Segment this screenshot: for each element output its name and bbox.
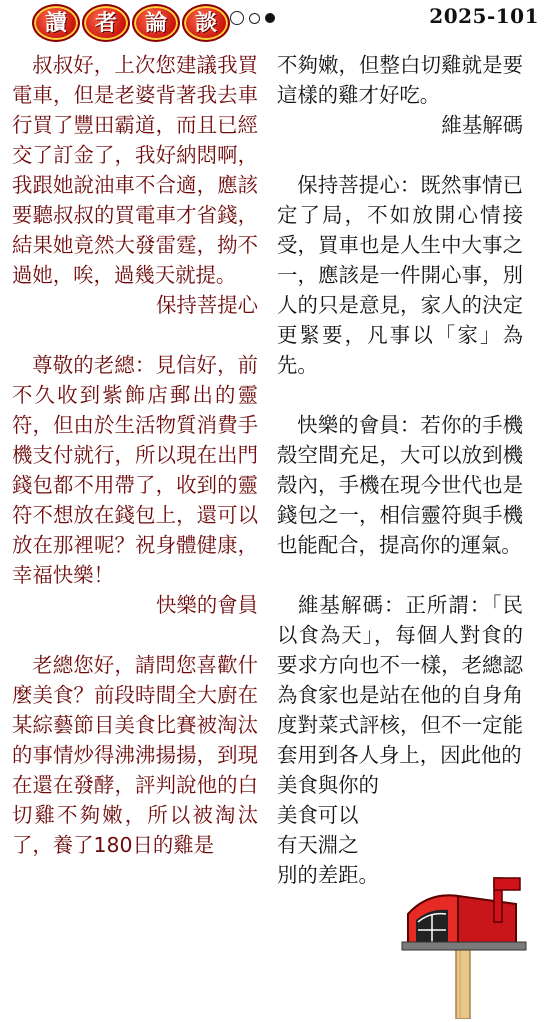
letter-signature: 快樂的會員 [156, 593, 258, 617]
reply-body: 維基解碼：正所謂：「民以食為天」，每個人對食的要求方向也不一樣，老總認為食家也是站在他的自身角度對菜式評核，但不一定能套用到各人身上，因此他的 [277, 593, 523, 767]
reply-text [277, 410, 523, 560]
filled-circle-icon [265, 13, 275, 23]
letter-text [12, 50, 258, 290]
reply-text [277, 590, 523, 770]
hollow-circle-icon [230, 11, 244, 25]
reply-body: 快樂的會員：若你的手機殼空間充足，大可以放到機殼內，手機在現今世代也是錢包之一，相信靈符與手機也能配合，提高你的運氣。 [277, 413, 523, 557]
left-column [12, 50, 258, 860]
letter-body: 尊敬的老總：見信好，前不久收到紫飾店郵出的靈符，但由於生活物質消費手機支付就行，所以現在出門錢包都不用帶了，收到的靈符不想放在錢包上，還可以放在那裡呢？祝身體健康，幸福快樂！ [12, 353, 258, 587]
issue-number: 2025-101 [429, 4, 539, 28]
title-char-badge: 論 [132, 4, 180, 42]
decorative-dots [230, 11, 275, 25]
letter-signature: 維基解碼 [441, 113, 523, 137]
header [0, 0, 545, 40]
section-title [32, 4, 230, 42]
letter-text [12, 350, 258, 590]
reply-body: 保持菩提心：既然事情已定了局，不如放開心情接受，買車也是人生中大事之一，應該是一件開心事，別人的只是意見，家人的決定更緊要，凡事以「家」為先。 [277, 173, 523, 377]
hollow-circle-icon [249, 13, 260, 24]
letter-body: 老總您好，請問您喜歡什麼美食？前段時間全大廚在某綜藝節目美食比賽被淘汰的事情炒得沸沸揚揚，到現在還在發酵，評判說他的白切雞不夠嫩，所以被淘汰了，養了180日的雞是 [12, 653, 258, 857]
letter-text [12, 650, 258, 860]
right-column [277, 50, 523, 890]
reply-line: 別的差距。 [277, 863, 379, 887]
reply-line: 有天淵之 [277, 833, 359, 857]
reply-line: 美食可以 [277, 803, 359, 827]
letter-text-continued: 不夠嫩，但整白切雞就是要這樣的雞才好吃。 [277, 53, 523, 107]
title-char-badge: 談 [182, 4, 230, 42]
title-char-badge: 讀 [32, 4, 80, 42]
reply-text [277, 170, 523, 380]
mailbox-icon [398, 874, 530, 1019]
letter-body: 叔叔好，上次您建議我買電車，但是老婆背著我去車行買了豐田霸道，而且已經交了訂金了，我好納悶啊，我跟她說油車不合適，應該要聽叔叔的買電車才省錢，結果她竟然大發雷霆，拗不過她，唉，過幾天就提。 [12, 53, 258, 287]
title-char-badge: 者 [82, 4, 130, 42]
reply-line: 美食與你的 [277, 773, 379, 797]
letter-signature: 保持菩提心 [156, 293, 258, 317]
